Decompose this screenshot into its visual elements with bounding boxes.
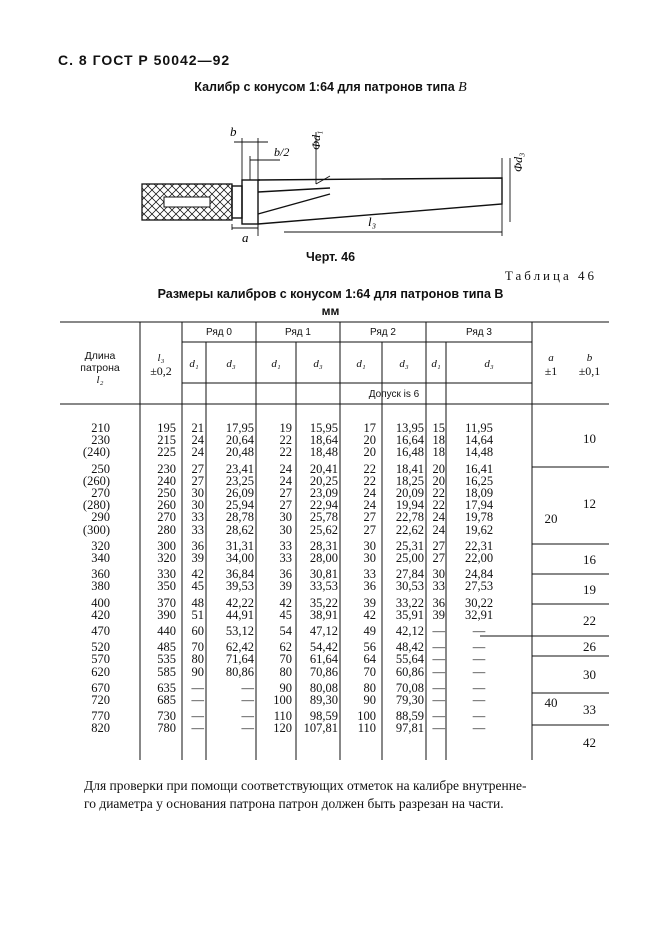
table-cell-r2d1: 42: [363, 607, 376, 622]
table-cell-r0d3: 62,42: [225, 640, 254, 655]
table-cell-r2d3: 35,91: [395, 607, 424, 622]
b-value-5: 22: [583, 613, 596, 628]
table-cell-r2d1: 17: [363, 421, 376, 435]
knurled-handle: [142, 184, 232, 220]
table-cell-r2d1: 49: [363, 624, 376, 639]
dim-d3-label: Φd₃: [511, 152, 525, 172]
column-r1-d1: [256, 422, 292, 735]
column-l3: [140, 422, 176, 735]
header-row1: Ряд 1: [285, 327, 311, 338]
table-cell-len: 520: [91, 640, 110, 655]
b-value-9: 42: [583, 735, 596, 750]
header-a-sym: a: [548, 352, 554, 364]
table-cell-r0d3: —: [241, 693, 254, 708]
table-cell-r3d1: 39: [432, 607, 445, 622]
table-cell-r3d3: 19,62: [464, 522, 494, 537]
table-cell-r1d1: 39: [279, 579, 292, 594]
header-tolerance: Допуск is 6: [368, 389, 420, 400]
table-cell-l3: 370: [157, 595, 176, 610]
table-cell-r1d3: 23,09: [309, 486, 338, 501]
b-value-3: 16: [583, 552, 596, 567]
table-cell-r0d3: 44,91: [225, 607, 254, 622]
table-cell-r2d3: 88,59: [395, 709, 424, 724]
dim-b2-label: b/2: [274, 145, 290, 159]
table-cell-r0d3: 25,94: [225, 498, 254, 513]
dim-d1-label: Φd₁: [309, 130, 323, 150]
table-cell-r3d1: 27: [432, 538, 445, 553]
table-cell-r3d1: —: [432, 664, 445, 679]
table-cell-r3d1: 36: [432, 595, 445, 610]
table-cell-r1d1: 70: [279, 652, 292, 667]
table-cell-r1d1: 100: [273, 693, 292, 708]
table-cell-r3d3: —: [472, 693, 486, 708]
table-cell-r0d1: 80: [191, 652, 204, 667]
table-cell-len: (300): [82, 522, 110, 537]
header-length-text: Длина патрона: [80, 350, 120, 374]
table-cell-r0d1: 27: [191, 461, 204, 476]
table-cell-r2d1: 36: [363, 579, 376, 594]
table-cell-r1d1: 27: [279, 498, 292, 513]
figure-title: [0, 80, 661, 96]
table-cell-r1d1: 24: [279, 473, 292, 488]
table-cell-r2d3: 22,78: [395, 510, 424, 525]
header-r1-d3: d₃: [313, 358, 323, 370]
table-cell-r0d3: 36,84: [225, 567, 254, 582]
table-cell-len: 570: [91, 652, 110, 667]
table-cell-r3d3: 16,25: [464, 473, 494, 488]
table-cell-r1d3: 80,08: [309, 680, 338, 695]
table-cell-r2d3: 19,94: [395, 498, 424, 513]
table-cell-r3d1: —: [432, 640, 445, 655]
table-cell-r2d1: 39: [363, 595, 376, 610]
table-cell-r1d3: 35,22: [309, 595, 338, 610]
b-value-8: 33: [583, 702, 596, 717]
table-cell-r2d3: 13,95: [395, 421, 424, 435]
table-cell-r2d3: 60,86: [395, 664, 424, 679]
table-cell-r1d3: 18,48: [309, 445, 338, 460]
table-cell-l3: 585: [157, 664, 176, 679]
table-cell-len: 250: [91, 461, 110, 476]
table-cell-r1d1: 36: [279, 567, 292, 582]
table-cell-r0d1: —: [191, 680, 204, 695]
table-cell-l3: 635: [157, 680, 176, 695]
header-row2: Ряд 2: [370, 327, 396, 338]
table-cell-r3d1: 30: [432, 567, 445, 582]
table-cell-r2d3: 48,42: [395, 640, 424, 655]
table-cell-len: 380: [91, 579, 110, 594]
table-cell-r0d1: 70: [191, 640, 204, 655]
table-cell-r3d3: 30,22: [464, 595, 494, 610]
table-cell-l3: 330: [157, 567, 176, 582]
table-cell-r3d3: 22,00: [464, 551, 494, 566]
table-cell-len: 770: [91, 709, 110, 724]
table-cell-r0d3: 17,95: [225, 421, 254, 435]
table-cell-r1d1: 22: [279, 445, 292, 460]
table-cell-r0d3: 53,12: [225, 624, 254, 639]
table-cell-r0d3: 39,53: [225, 579, 254, 594]
header-a: [532, 352, 570, 378]
table-cell-r3d1: 24: [432, 522, 445, 537]
table-cell-r2d3: 25,00: [395, 551, 424, 566]
table-cell-r3d1: 18: [432, 445, 445, 460]
table-cell-r1d1: 19: [279, 421, 292, 435]
header-r0-d1: d₁: [189, 358, 199, 370]
table-cell-r0d1: 30: [191, 486, 204, 501]
header-r2-d1: d₁: [356, 358, 366, 370]
table-cell-r0d1: 33: [191, 510, 204, 525]
table-cell-r1d3: 25,62: [309, 522, 338, 537]
table-cell-r0d1: 27: [191, 473, 204, 488]
table-cell-r1d1: 27: [279, 486, 292, 501]
header-r1-d1: d₁: [271, 358, 281, 370]
table-cell-r0d3: 31,31: [225, 538, 254, 553]
column-r3-d3: [446, 422, 512, 735]
table-cell-r0d1: 42: [191, 567, 204, 582]
table-cell-len: 820: [91, 721, 110, 736]
b-value-6: 26: [583, 639, 596, 654]
table-cell-r3d3: —: [472, 624, 486, 639]
table-cell-r0d1: 39: [191, 551, 204, 566]
table-cell-r2d3: 97,81: [395, 721, 424, 736]
header-b-tol: ±0,1: [578, 364, 601, 378]
table-cell-len: 360: [91, 567, 110, 582]
table-cell-r0d1: 21: [191, 421, 204, 435]
table-cell-l3: 390: [157, 607, 176, 622]
table-cell-r3d3: 24,84: [464, 567, 494, 582]
table-cell-l3: 230: [157, 461, 176, 476]
table-cell-r2d1: 20: [363, 445, 376, 460]
table-cell-r0d1: 51: [191, 607, 204, 622]
table-cell-l3: 215: [157, 433, 176, 448]
table-cell-r1d3: 38,91: [309, 607, 338, 622]
table-cell-r3d1: —: [432, 693, 445, 708]
table-cell-r3d3: —: [472, 680, 486, 695]
table-cell-l3: 780: [157, 721, 176, 736]
table-cell-l3: 225: [157, 445, 176, 460]
table-cell-r2d3: 22,62: [395, 522, 424, 537]
table-cell-r3d1: 20: [432, 461, 445, 476]
table-cell-r3d3: 14,64: [464, 433, 494, 448]
table-cell-r2d1: 24: [363, 486, 376, 501]
table-cell-l3: 485: [157, 640, 176, 655]
table-cell-l3: 300: [157, 538, 176, 553]
table-cell-r3d3: —: [472, 721, 486, 736]
header-length-sym: l₂: [96, 374, 104, 386]
header-b-sym: b: [586, 352, 593, 364]
table-cell-l3: 280: [157, 522, 176, 537]
table-cell-r3d1: —: [432, 624, 445, 639]
table-cell-len: 340: [91, 551, 110, 566]
table-cell-r1d3: 47,12: [309, 624, 338, 639]
table-cell-r0d3: 80,86: [225, 664, 254, 679]
table-cell-r1d3: 25,78: [309, 510, 338, 525]
table-cell-r2d3: 30,53: [395, 579, 424, 594]
table-cell-r0d1: 30: [191, 498, 204, 513]
b-value-1: 10: [583, 431, 596, 446]
table-cell-r1d1: 45: [279, 607, 292, 622]
b-value-7: 30: [583, 667, 596, 682]
table-cell-r2d1: 24: [363, 498, 376, 513]
gauge-body: [232, 178, 502, 224]
table-cell-len: (240): [82, 445, 110, 460]
table-cell-r1d3: 15,95: [309, 421, 338, 435]
table-cell-r2d3: 25,31: [395, 538, 424, 553]
header-l3-tol: ±0,2: [150, 364, 172, 378]
table-cell-r0d1: —: [191, 709, 204, 724]
table-cell-r0d1: 45: [191, 579, 204, 594]
table-cell-r2d1: 22: [363, 461, 376, 476]
table-cell-r1d1: 110: [273, 709, 292, 724]
table-cell-len: 420: [91, 607, 110, 622]
b-value-4: 19: [583, 582, 596, 597]
table-cell-len: (280): [82, 498, 110, 513]
column-r3-d1: [426, 422, 445, 735]
table-cell-l3: 535: [157, 652, 176, 667]
table-cell-r1d3: 20,41: [309, 461, 338, 476]
table-cell-r3d3: —: [472, 652, 486, 667]
table-cell-r2d1: 27: [363, 510, 376, 525]
table-cell-len: 400: [91, 595, 110, 610]
dimensions-table: [60, 320, 609, 766]
table-cell-r0d3: 20,48: [225, 445, 254, 460]
table-cell-len: 620: [91, 664, 110, 679]
table-cell-r2d3: 79,30: [395, 693, 424, 708]
table-cell-r3d3: 18,09: [464, 486, 494, 501]
table-cell-r3d1: 22: [432, 498, 445, 513]
table-cell-r2d1: 56: [363, 640, 376, 655]
table-cell-r3d1: —: [432, 652, 445, 667]
table-cell-r0d1: 90: [191, 664, 204, 679]
table-cell-r1d1: 30: [279, 510, 292, 525]
table-cell-r1d3: 20,25: [309, 473, 338, 488]
table-cell-r1d3: 18,64: [309, 433, 338, 448]
table-cell-r0d3: 28,78: [225, 510, 254, 525]
table-cell-r2d1: 80: [363, 680, 376, 695]
table-cell-r0d3: 20,64: [225, 433, 254, 448]
table-cell-l3: 195: [157, 421, 176, 435]
table-cell-r2d3: 42,12: [395, 624, 424, 639]
table-title: Размеры калибров с конусом 1:64 для патронов типа В: [157, 287, 504, 301]
table-cell-r0d1: 33: [191, 522, 204, 537]
table-cell-len: 290: [91, 510, 110, 525]
b-value-2: 12: [583, 496, 596, 511]
table-cell-r0d1: 24: [191, 445, 204, 460]
table-cell-l3: 250: [157, 486, 176, 501]
header-row0: Ряд 0: [206, 327, 232, 338]
table-cell-r2d1: 20: [363, 433, 376, 448]
header-l3: [140, 352, 182, 378]
header-r3-d3: d₃: [484, 358, 494, 370]
table-cell-len: 210: [91, 421, 110, 435]
table-cell-r3d1: —: [432, 721, 445, 736]
table-cell-r3d3: 14,48: [464, 445, 494, 460]
dim-l3-label: l₃: [368, 214, 377, 229]
table-cell-r1d1: 54: [279, 624, 292, 639]
table-cell-r2d1: 70: [363, 664, 376, 679]
a-value-2: 40: [544, 695, 558, 710]
table-cell-r3d1: 20: [432, 473, 445, 488]
table-cell-r3d3: —: [472, 640, 486, 655]
table-cell-r1d1: 80: [279, 664, 292, 679]
table-cell-r1d1: 24: [279, 461, 292, 476]
table-cell-r2d1: 30: [363, 551, 376, 566]
table-cell-l3: 260: [157, 498, 176, 513]
table-cell-len: 320: [91, 538, 110, 553]
table-cell-r2d3: 20,09: [395, 486, 424, 501]
table-cell-r3d3: 19,78: [464, 510, 494, 525]
table-cell-r3d1: 22: [432, 486, 445, 501]
table-cell-l3: 240: [157, 473, 176, 488]
table-cell-len: 470: [91, 624, 110, 639]
table-cell-r3d1: —: [432, 680, 445, 695]
column-r1-d3: [296, 422, 338, 735]
table-cell-r1d1: 33: [279, 538, 292, 553]
table-cell-r2d1: 64: [363, 652, 376, 667]
table-cell-r0d1: 24: [191, 433, 204, 448]
table-cell-r1d3: 28,31: [309, 538, 338, 553]
table-cell-r2d1: 22: [363, 473, 376, 488]
table-cell-len: 270: [91, 486, 110, 501]
header-row3: Ряд 3: [466, 327, 492, 338]
table-cell-r0d1: 36: [191, 538, 204, 553]
table-cell-r0d3: 71,64: [225, 652, 254, 667]
table-cell-r2d3: 18,25: [395, 473, 424, 488]
page-header: С. 8 ГОСТ Р 50042—92: [58, 52, 231, 68]
table-cell-r1d3: 54,42: [309, 640, 338, 655]
table-cell-r0d1: 48: [191, 595, 204, 610]
dim-a-label: a: [242, 230, 249, 245]
table-cell-r0d3: 28,62: [225, 522, 254, 537]
figure-title-type: B: [458, 80, 467, 95]
note-line-2: го диаметра у основания патрона патрон должен быть разрезан на части.: [84, 796, 504, 811]
table-cell-r2d3: 18,41: [395, 461, 424, 476]
table-cell-r0d3: 42,22: [225, 595, 254, 610]
header-length: [60, 350, 140, 386]
gauge-drawing: [130, 118, 540, 246]
table-cell-l3: 685: [157, 693, 176, 708]
table-cell-r0d3: 34,00: [225, 551, 254, 566]
figure-caption: Черт. 46: [305, 250, 356, 264]
table-cell-r0d1: —: [191, 693, 204, 708]
table-cell-r2d1: 100: [357, 709, 376, 724]
table-cell-r1d3: 33,53: [309, 579, 338, 594]
table-cell-r0d3: 26,09: [225, 486, 254, 501]
header-r0-d3: d₃: [226, 358, 236, 370]
table-cell-l3: 350: [157, 579, 176, 594]
table-cell-r0d3: 23,41: [225, 461, 254, 476]
table-cell-r1d1: 42: [279, 595, 292, 610]
table-cell-r3d3: —: [472, 664, 486, 679]
table-cell-r2d1: 30: [363, 538, 376, 553]
table-cell-r2d1: 27: [363, 522, 376, 537]
table-cell-r0d1: —: [191, 721, 204, 736]
table-cell-len: 720: [91, 693, 110, 708]
table-cell-r1d1: 120: [273, 721, 292, 736]
table-cell-r2d1: 33: [363, 567, 376, 582]
table-cell-r1d1: 62: [279, 640, 292, 655]
table-cell-r0d3: 23,25: [225, 473, 254, 488]
table-cell-r3d3: 16,41: [464, 461, 494, 476]
header-r2-d3: d₃: [399, 358, 409, 370]
column-length: [64, 422, 110, 735]
table-cell-len: 230: [91, 433, 110, 448]
table-cell-r3d1: 33: [432, 579, 445, 594]
table-cell-r2d3: 27,84: [395, 567, 424, 582]
table-cell-r1d3: 28,00: [309, 551, 338, 566]
table-cell-r3d1: —: [432, 709, 445, 724]
header-a-tol: ±1: [544, 364, 558, 378]
table-cell-r3d3: 11,95: [465, 421, 493, 435]
column-r0-d1: [182, 422, 204, 735]
table-cell-r2d3: 16,48: [395, 445, 424, 460]
table-cell-r3d3: 17,94: [464, 498, 494, 513]
table-cell-l3: 270: [157, 510, 176, 525]
table-unit: мм: [321, 304, 340, 318]
column-r0-d3: [206, 422, 254, 735]
table-cell-r0d3: —: [241, 680, 254, 695]
table-cell-r1d3: 98,59: [309, 709, 338, 724]
column-r2-d3: [382, 422, 424, 735]
table-cell-r2d1: 90: [363, 693, 376, 708]
table-cell-r3d3: 32,91: [464, 607, 494, 622]
table-cell-r2d3: 16,64: [395, 433, 424, 448]
table-cell-r0d3: —: [241, 721, 254, 736]
column-r2-d1: [340, 422, 376, 735]
header-l3-sym: l₃: [157, 352, 165, 364]
header-b: [570, 352, 609, 378]
table-cell-r1d3: 30,81: [309, 567, 338, 582]
table-cell-r3d1: 27: [432, 551, 445, 566]
table-cell-r2d3: 70,08: [395, 680, 424, 695]
figure-title-text: Калибр с конусом 1:64 для патронов типа: [194, 80, 455, 94]
table-number: Таблица 46: [504, 268, 597, 283]
table-cell-r1d3: 22,94: [309, 498, 338, 513]
table-cell-r1d1: 30: [279, 522, 292, 537]
table-cell-r3d1: 18: [432, 433, 445, 448]
table-cell-l3: 440: [157, 624, 176, 639]
table-cell-r2d3: 55,64: [395, 652, 424, 667]
table-cell-r1d1: 22: [279, 433, 292, 448]
table-cell-r1d3: 70,86: [309, 664, 338, 679]
table-cell-r3d1: 15: [432, 421, 445, 435]
table-cell-r3d3: —: [472, 709, 486, 724]
table-cell-r0d3: —: [241, 709, 254, 724]
dim-b-label: b: [230, 124, 237, 139]
table-cell-len: 670: [91, 680, 110, 695]
table-cell-r3d1: 24: [432, 510, 445, 525]
table-cell-r1d3: 89,30: [309, 693, 338, 708]
table-cell-r0d1: 60: [191, 624, 204, 639]
table-cell-r1d3: 107,81: [303, 721, 338, 736]
table-cell-r1d1: 90: [279, 680, 292, 695]
table-cell-r2d3: 33,22: [395, 595, 424, 610]
note-line-1: Для проверки при помощи соответствующих отметок на калибре внутренне-: [84, 778, 527, 793]
table-cell-r1d1: 33: [279, 551, 292, 566]
table-cell-len: (260): [82, 473, 110, 488]
table-cell-r3d3: 27,53: [464, 579, 494, 594]
table-cell-r2d1: 110: [357, 721, 376, 736]
a-value-1: 20: [544, 511, 558, 526]
table-cell-r3d3: 22,31: [464, 538, 494, 553]
table-cell-l3: 320: [157, 551, 176, 566]
header-r3-d1: d₁: [431, 358, 441, 370]
table-cell-r1d3: 61,64: [309, 652, 338, 667]
table-cell-l3: 730: [157, 709, 176, 724]
